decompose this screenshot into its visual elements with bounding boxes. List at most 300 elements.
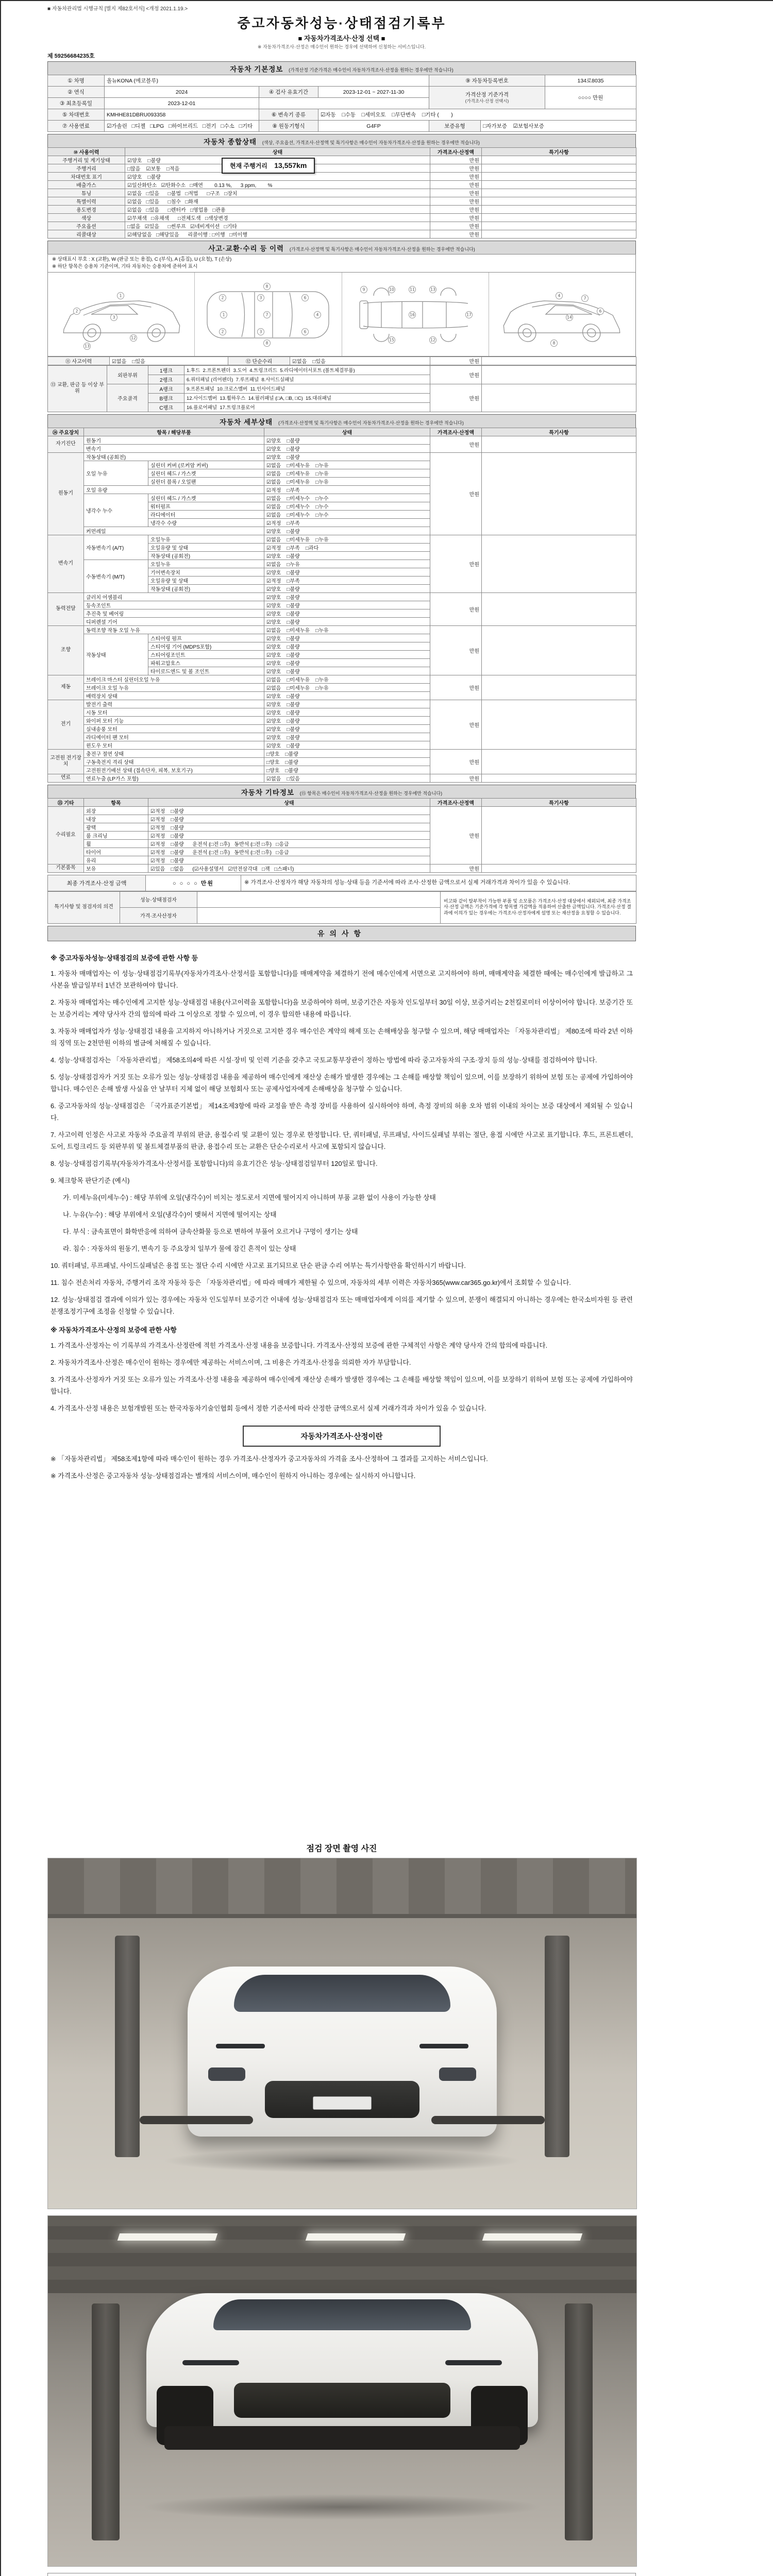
notice-item: 1. 자동차 매매업자는 이 성능·상태점검기록부(자동차가격조사·산정서를 포함합니다)를 매매계약을 체결하기 전에 매수인에게 서면으로 고지하여야 하며, 매매계약을 체결한 때에는 매수인에게 발급하고 그 사본을 발급일부터 1년간 보관하여야 합니다. bbox=[51, 969, 633, 989]
cell-item: 오일 누유 bbox=[84, 461, 148, 485]
signature-table bbox=[47, 2573, 636, 2576]
cell-item: 오일 유량 bbox=[84, 485, 264, 494]
cell-status: ☑없음 □미세누수 □누수 bbox=[264, 510, 430, 518]
col-price: 가격조사·산정액 bbox=[430, 428, 482, 436]
group-steering: 조향 bbox=[48, 625, 84, 675]
rank-parts: 1.후드 2.프론트펜더 3.도어 4.트렁크리드 5.라디에이터서포트 (볼트체결부품) bbox=[184, 365, 430, 375]
inspection-photo-2 bbox=[47, 2215, 637, 2567]
basic-info-table bbox=[47, 75, 636, 132]
exchange-rank-table bbox=[47, 365, 636, 412]
detail-section-header bbox=[47, 414, 636, 428]
cell-note bbox=[482, 700, 636, 749]
svg-text:3: 3 bbox=[259, 329, 262, 334]
cell-item: 작동상태 bbox=[84, 634, 148, 675]
legend-line-2: ※ 하단 항목은 승용차 기준이며, 기타 자동차는 승용차에 준하여 표시 bbox=[52, 263, 198, 269]
accident-history-section bbox=[47, 241, 636, 412]
notice-subitem: 다. 부식 : 금속표면이 화학반응에 의하여 금속산화물 등으로 변하여 부풀어 오르거나 구멍이 생기는 상태 bbox=[63, 1228, 358, 1236]
cell-status: ☑없음 □누유 bbox=[264, 560, 430, 568]
cell-status: ☑양호 □불량 bbox=[264, 568, 430, 576]
base-price-label-text: 가격산정 기준가격 bbox=[465, 91, 509, 98]
rank-label: 2랭크 bbox=[148, 375, 184, 384]
col-item: 항목 / 해당부품 bbox=[84, 428, 264, 436]
table-row bbox=[48, 806, 636, 815]
car-headlight-left bbox=[208, 2067, 245, 2081]
final-amount-label: 최종 가격조사·산정 금액 bbox=[48, 875, 146, 891]
car-body bbox=[188, 1967, 497, 2137]
reg-no-value: 134로8035 bbox=[545, 75, 636, 87]
accident-history-table bbox=[47, 357, 636, 365]
cell-part: 파워고압호스 bbox=[148, 658, 264, 667]
title-block bbox=[47, 13, 636, 50]
notice-subitem: 나. 누유(누수) : 해당 부위에서 오일(냉각수)이 맺혀서 지면에 떨어지는 상태 bbox=[63, 1211, 277, 1219]
cell-status: ☑없음 □미세누유 □누유 bbox=[264, 461, 430, 469]
cell-part: 타이로드엔드 및 볼 조인트 bbox=[148, 667, 264, 675]
notices-b-title: ※ 자동차가격조사·산정의 보증에 관한 사항 bbox=[51, 1326, 177, 1334]
svg-text:13: 13 bbox=[430, 287, 435, 292]
group-powertrain: 동력전달 bbox=[48, 592, 84, 625]
notice-subitem: 라. 침수 : 자동차의 원동기, 변속기 등 주요장치 일부가 물에 잠긴 흔적이 있는 상태 bbox=[63, 1245, 296, 1253]
table-row bbox=[48, 156, 636, 164]
cell-item: 배력장치 상태 bbox=[84, 691, 264, 700]
cell-status: ☑양호 □불량 bbox=[264, 634, 430, 642]
opinion-text: 비고와 같이 탈부착이 가능한 부품 및 소모품은 가격조사·산정 대상에서 제외되며, 최종 가격조사·산정 금액은 기준가격에 각 항목별 가감액을 적용하여 산출한 금액입니다. 가격조사·산정 결과에 이의가 있는 경우에는 가격조사·산정자에게 설명 또는 재산정을 요청할 수 있습니다. bbox=[441, 891, 636, 923]
photo-ceiling bbox=[48, 2216, 636, 2293]
cell-status: □양호 □불량 bbox=[264, 766, 430, 774]
accident-section-header bbox=[47, 241, 636, 254]
cell-note bbox=[482, 197, 636, 206]
notice-item: 1. 가격조사·산정자는 이 기록부의 가격조사·산정란에 적힌 가격조사·산정 내용을 보증합니다. 가격조사·산정의 보증에 관한 구체적인 사항은 계약 당사자 간의 합의에 따릅니다. bbox=[51, 1342, 548, 1350]
opinion-label: 특기사항 및 점검자의 의견 bbox=[48, 891, 120, 923]
cell-status: ☑없음 □미세누수 □누수 bbox=[264, 494, 430, 502]
svg-text:8: 8 bbox=[265, 341, 268, 346]
appraiser-label: 가격·조사산정자 bbox=[120, 907, 197, 923]
inspector-opinion-table bbox=[47, 891, 636, 924]
car-name-value: 올뉴KONA (에코블루) bbox=[105, 75, 429, 87]
cell-status: ☑적정 □불량 bbox=[148, 831, 430, 839]
table-header-row bbox=[48, 148, 636, 156]
cell-status: ☑양호 □불량 bbox=[125, 173, 430, 181]
group-high-voltage: 고전원 전기장치 bbox=[48, 749, 84, 774]
col-item: 항목 bbox=[84, 798, 148, 806]
cell-price: 만원 bbox=[430, 592, 482, 625]
warranty-value: □자가보증 ☑보험사보증 bbox=[481, 121, 636, 132]
cell-note bbox=[482, 222, 636, 230]
col-status: 상태 bbox=[125, 148, 430, 156]
svg-text:2: 2 bbox=[221, 295, 224, 300]
inspector-label: 성능·상태점검자 bbox=[120, 891, 197, 907]
year-label: ② 연식 bbox=[48, 87, 105, 98]
car-drl-right bbox=[445, 2360, 502, 2365]
svg-text:10: 10 bbox=[389, 287, 394, 292]
cell-price: 만원 bbox=[430, 214, 482, 222]
overall-condition-table bbox=[47, 147, 636, 239]
cell-status: ☑양호 □불량 bbox=[264, 584, 430, 592]
reg-no-label: ⑨ 자동차등록번호 bbox=[429, 75, 545, 87]
final-appraisal-section bbox=[47, 875, 636, 924]
col-status: 상태 bbox=[264, 428, 430, 436]
cell-status: □많음 ☑보통 □적음 bbox=[125, 164, 430, 173]
table-row bbox=[48, 189, 636, 197]
vin-value: KMHHE81DBRU093358 bbox=[105, 109, 259, 121]
accident-section-note: (가격조사·산정액 및 특기사항은 매수인이 자동차가격조사·산정을 원하는 경우에만 적습니다) bbox=[289, 247, 475, 252]
car-windshield bbox=[213, 2299, 471, 2330]
detail-section-note: (가격조사·산정액 및 특기사항은 매수인이 자동차가격조사·산정을 원하는 경우에만 적습니다) bbox=[278, 420, 464, 426]
car-diagram-front-left bbox=[48, 273, 195, 356]
svg-text:17: 17 bbox=[466, 312, 472, 317]
svg-text:6: 6 bbox=[304, 295, 307, 300]
etc-info-section bbox=[47, 785, 636, 873]
cell-status: ☑양호 □불량 bbox=[264, 444, 430, 452]
group-engine: 원동기 bbox=[48, 452, 84, 535]
detail-condition-table bbox=[47, 428, 636, 783]
appraisal-definition-box bbox=[243, 1426, 441, 1447]
cell-item: 윈도우 모터 bbox=[84, 741, 264, 749]
cell-note bbox=[482, 806, 636, 864]
cell-status: ☑적정 □부족 bbox=[264, 485, 430, 494]
rank-label: B랭크 bbox=[148, 393, 184, 402]
cell-item: 작동상태 (공회전) bbox=[84, 452, 264, 461]
notice-item: 8. 성능·상태점검기록부(자동차가격조사·산정서를 포함합니다)의 유효기간은 성능·상태점검일부터 120일로 합니다. bbox=[51, 1159, 378, 1167]
photo-ceiling bbox=[48, 1858, 636, 1915]
cell-price: 만원 bbox=[430, 675, 482, 700]
car-license-plate bbox=[313, 2096, 372, 2110]
col-price: 가격조사·산정액 bbox=[430, 148, 482, 156]
svg-text:6: 6 bbox=[599, 309, 602, 314]
cell-status: ☑적정 □불량 bbox=[148, 815, 430, 823]
cell-item: 보유 bbox=[84, 864, 148, 872]
table-row bbox=[48, 675, 636, 683]
cell-price: 만원 bbox=[430, 384, 482, 412]
ceiling-light-2 bbox=[306, 2233, 406, 2241]
cell-part: 스티어링 펌프 bbox=[148, 634, 264, 642]
cell-part: 실린더 커버 (로커암 커버) bbox=[148, 461, 264, 469]
car-diagram-underbody bbox=[342, 273, 489, 356]
rank-label: A랭크 bbox=[148, 384, 184, 393]
rank-label: 1랭크 bbox=[148, 365, 184, 375]
cell-label: 튜닝 bbox=[48, 189, 125, 197]
cell-status: ☑적정 □불량 bbox=[148, 856, 430, 864]
cell-item: 발전기 출력 bbox=[84, 700, 264, 708]
notices-header: 유의사항 bbox=[47, 926, 636, 941]
cell-price: 만원 bbox=[430, 230, 482, 239]
group-electrical: 전기 bbox=[48, 700, 84, 749]
cell-price: 만원 bbox=[430, 156, 482, 164]
svg-text:7: 7 bbox=[583, 296, 586, 301]
cell-part: 오일유량 및 상태 bbox=[148, 576, 264, 584]
cell-status: ☑없음 □미세누유 □누유 bbox=[264, 675, 430, 683]
current-mileage-value: 13,557km bbox=[274, 161, 307, 170]
cell-note bbox=[482, 535, 636, 592]
document-number: 제 59256684235호 bbox=[47, 53, 95, 59]
cell-item: 클러치 어셈블리 bbox=[84, 592, 264, 601]
inspection-value: 2023-12-01 ~ 2027-11-30 bbox=[318, 87, 429, 98]
cell-status: ☑없음 □미세누유 □누유 bbox=[264, 535, 430, 543]
cell-price: 만원 bbox=[430, 181, 482, 189]
table-header-row bbox=[48, 798, 636, 806]
lift-post-right bbox=[545, 1936, 569, 2157]
cell-item: 브레이크 오일 누유 bbox=[84, 683, 264, 691]
cell-price: 만원 bbox=[430, 357, 482, 365]
car-windshield bbox=[234, 1975, 450, 2012]
cell-status: ☑양호 □불량 bbox=[264, 708, 430, 716]
cell-item: 원동기 bbox=[84, 436, 264, 444]
svg-text:7: 7 bbox=[265, 312, 268, 317]
cell-status: ☑양호 □불량 bbox=[264, 609, 430, 617]
ceiling-light-3 bbox=[482, 2233, 583, 2241]
car-underbody bbox=[164, 2426, 520, 2450]
lift-arm-left bbox=[140, 2116, 253, 2124]
col-device: ⑮ 기타 bbox=[48, 798, 84, 806]
cell-item: 시동 모터 bbox=[84, 708, 264, 716]
col-use-history: ⑩ 사용이력 bbox=[48, 148, 125, 156]
group-repair-needed: 수리필요 bbox=[48, 806, 84, 864]
table-row bbox=[48, 206, 636, 214]
accident-history-label: ⑪ 사고이력 bbox=[48, 357, 110, 365]
cell-item: 동력조향 작동 오일 누유 bbox=[84, 625, 264, 634]
cell-price: 만원 bbox=[430, 864, 482, 872]
cell-status: ☑적정 □불량 bbox=[148, 806, 430, 815]
current-mileage-callout bbox=[222, 158, 315, 174]
cell-status: ☑무채색 □유채색 □전체도색 □색상변경 bbox=[125, 214, 430, 222]
cell-item: 변속기 bbox=[84, 444, 264, 452]
cell-label: 주행거리 bbox=[48, 164, 125, 173]
cell-item: 추진축 및 베어링 bbox=[84, 609, 264, 617]
cell-note bbox=[482, 625, 636, 675]
cell-label: 리콜대상 bbox=[48, 230, 125, 239]
cell-status: ☑없음 □있음 □불법 □적법 □구조 □장치 bbox=[125, 189, 430, 197]
floor-shadow bbox=[141, 2494, 543, 2520]
overall-condition-section bbox=[47, 134, 636, 239]
cell-price: 만원 bbox=[430, 197, 482, 206]
table-row bbox=[48, 774, 636, 782]
inspector-opinion-value bbox=[197, 891, 441, 907]
basic-section-header bbox=[47, 61, 636, 75]
cell-status: ☑없음 □미세누수 □누수 bbox=[264, 502, 430, 510]
cell-status: ☑있음 □없음 (☑사용설명서 ☑안전삼각대 □잭 □스패너) bbox=[148, 864, 430, 872]
signature-label bbox=[48, 2573, 636, 2576]
cell-status: ☑없음 □미세누유 □누유 bbox=[264, 625, 430, 634]
cell-price: 만원 bbox=[430, 700, 482, 749]
car-drl-left bbox=[216, 2044, 265, 2048]
cell-status: ☑양호 □불량 bbox=[264, 691, 430, 700]
basic-section-note: (가격산정 기준가격은 매수인이 자동차가격조사·산정을 원하는 경우에만 적습니다) bbox=[289, 67, 453, 73]
cell-item: 커먼레일 bbox=[84, 527, 264, 535]
cell-status: ☑적정 □부족 bbox=[264, 518, 430, 527]
svg-text:3: 3 bbox=[112, 315, 115, 320]
notice-item: 11. 침수 전손처리 자동차, 주행거리 조작 자동차 등은 「자동차관리법」에 따라 매매가 제한될 수 있으며, 자동차의 세부 이력은 자동차365(www.car365.go.kr)에서 조회할 수 있습니다. bbox=[51, 1279, 571, 1287]
notice-item: 3. 가격조사·산정자가 거짓 또는 오류가 있는 가격조사·산정 내용을 제공하여 매수인에게 재산상 손해가 발생한 경우에는 그 손해를 배상할 책임이 있으며, 이를 보장하기 위하여 보험 또는 공제에 가입하여야 합니다. bbox=[51, 1376, 633, 1396]
cell-status: ☑양호 □불량 bbox=[264, 724, 430, 733]
cell-status: ☑없음 □있음 □침수 □화재 bbox=[125, 197, 430, 206]
cell-note bbox=[482, 214, 636, 222]
notice-item: 3. 자동차 매매업자가 성능·상태점검 내용을 고지하지 아니하거나 거짓으로 고지한 경우 매수인은 계약의 해제 또는 손해배상을 청구할 수 있으며, 해당 매매업자는 「자동차관리법」 제80조에 따라 2년 이하의 징역 또는 2천만원 이하의 벌금에 처해질 수 있습니다. bbox=[51, 1027, 633, 1047]
cell-status: ☑양호 □불량 bbox=[264, 650, 430, 658]
cell-note bbox=[482, 156, 636, 164]
cell-item: 와이퍼 모터 기능 bbox=[84, 716, 264, 724]
final-amount-value: ○ ○ ○ ○ 만원 bbox=[146, 875, 241, 891]
rank-parts: 9.프론트패널 10.크로스멤버 11.인사이드패널 bbox=[184, 384, 430, 393]
cell-status: ☑적정 □부족 bbox=[264, 576, 430, 584]
transmission-value: ☑자동 □수동 □세미오토 □무단변속 □기타 ( ) bbox=[318, 109, 636, 121]
cell-note bbox=[482, 164, 636, 173]
svg-text:11: 11 bbox=[409, 287, 415, 292]
col-note: 특기사항 bbox=[482, 148, 636, 156]
cell-item: 구동축전지 격리 상태 bbox=[84, 757, 264, 766]
fuel-label: ⑦ 사용연료 bbox=[48, 121, 105, 132]
notice-item: 5. 성능·상태점검자가 거짓 또는 오류가 있는 성능·상태점검 내용을 제공하여 매수인에게 재산상 손해가 발생한 경우에는 그 손해를 배상할 책임이 있으며, 이를 보장하기 위하여 보험 또는 공제에 가입하여야 합니다. 매수인은 손해 발생 사실을 안 날부터 지체 없이 해당 보험회사 또는 공제사업자에게 손해배상을 청구할 수 있습니다. bbox=[51, 1073, 633, 1093]
cell-item: 외장 bbox=[84, 806, 148, 815]
cell-status: ☑양호 □불량 bbox=[125, 156, 430, 164]
cell-item: 휠 bbox=[84, 839, 148, 848]
svg-text:12: 12 bbox=[430, 337, 435, 343]
cell-label: 주요옵션 bbox=[48, 222, 125, 230]
signature-section bbox=[47, 2573, 636, 2576]
cell-label: 색상 bbox=[48, 214, 125, 222]
svg-text:9: 9 bbox=[362, 287, 365, 292]
svg-text:12: 12 bbox=[131, 335, 136, 341]
overall-section-note: (색상, 주요옵션, 가격조사·산정액 및 특기사항은 매수인이 자동차가격조사·산정을 원하는 경우에만 적습니다) bbox=[262, 140, 480, 145]
table-row bbox=[48, 214, 636, 222]
cell-note bbox=[482, 357, 636, 365]
simple-repair-label: ⑫ 단순수리 bbox=[228, 357, 290, 365]
cell-label: 주행거리 및 계기상태 bbox=[48, 156, 125, 164]
group-brake: 제동 bbox=[48, 675, 84, 700]
etc-section-header bbox=[47, 785, 636, 798]
outer-panel-label: 외판부위 bbox=[107, 365, 148, 384]
cell-item: 수동변속기 (M/T) bbox=[84, 560, 148, 592]
cell-part: 라디에이터 bbox=[148, 510, 264, 518]
cell-part: 실린더 헤드 / 가스켓 bbox=[148, 469, 264, 477]
first-reg-value: 2023-12-01 bbox=[105, 98, 259, 109]
cell-label: 용도변경 bbox=[48, 206, 125, 214]
cell-status: ☑적정 □불량 운전석 (□전 □후) 동반석 (□전 □후) □응급 bbox=[148, 848, 430, 856]
cell-part: 기어변속장치 bbox=[148, 568, 264, 576]
table-row bbox=[48, 864, 636, 872]
cell-item: 실내송풍 모터 bbox=[84, 724, 264, 733]
cell-label: 차대번호 표기 bbox=[48, 173, 125, 181]
base-price-note: (가격조사·산정 선택시) bbox=[465, 98, 509, 104]
cell-item: 연료누출 (LP가스 포함) bbox=[84, 774, 264, 782]
cell-price: 만원 bbox=[430, 164, 482, 173]
cell-price: 만원 bbox=[430, 535, 482, 592]
cell-item: 광택 bbox=[84, 823, 148, 831]
detail-condition-section bbox=[47, 414, 636, 783]
svg-text:3: 3 bbox=[259, 295, 262, 300]
car-headlight-right bbox=[439, 2067, 476, 2081]
cell-part: 오일누유 bbox=[148, 535, 264, 543]
empty-cell bbox=[259, 98, 429, 109]
cell-status: ☑적정 □불량 bbox=[148, 823, 430, 831]
lift-post-left bbox=[115, 1936, 140, 2157]
cell-item: 내장 bbox=[84, 815, 148, 823]
cell-part: 오일유량 및 상태 bbox=[148, 543, 264, 551]
current-mileage-label: 현재 주행거리 bbox=[230, 162, 267, 170]
cell-status: ☑양호 □불량 bbox=[264, 551, 430, 560]
basic-section-title: 자동차 기본정보 bbox=[230, 65, 283, 73]
table-row bbox=[48, 436, 636, 444]
col-device: ⑭ 주요장치 bbox=[48, 428, 84, 436]
table-row bbox=[48, 109, 636, 121]
ceiling-light-1 bbox=[117, 2233, 218, 2241]
cell-part: 실린더 블록 / 오일팬 bbox=[148, 477, 264, 485]
cell-note bbox=[482, 592, 636, 625]
table-row bbox=[48, 181, 636, 189]
notice-box-line: ※ 「자동차관리법」 제58조제1항에 따라 매수인이 원하는 경우 가격조사·산정자가 중고자동차의 가격을 조사·산정하여 그 결과를 고지하는 서비스입니다. bbox=[51, 1455, 488, 1463]
etc-section-note: (⑮ 항목은 매수인이 자동차가격조사·산정을 원하는 경우에만 적습니다) bbox=[299, 790, 443, 796]
cell-item: 라디에이터 팬 모터 bbox=[84, 733, 264, 741]
table-row bbox=[48, 365, 636, 375]
lift-arm-right bbox=[431, 2116, 545, 2124]
cell-part: 스티어링 기어 (MDPS포함) bbox=[148, 642, 264, 650]
rank-parts: 16.플로어패널 17.트렁크플로어 bbox=[184, 402, 430, 412]
cell-part: 작동상태 (공회전) bbox=[148, 551, 264, 560]
cell-price: 만원 bbox=[430, 625, 482, 675]
cell-item: 고전원전기배선 상태 (접속단자, 피복, 보호기구) bbox=[84, 766, 264, 774]
notice-box-line: ※ 가격조사·산정은 중고자동차 성능·상태점검과는 별개의 서비스이며, 매수인이 원하지 아니하는 경우에는 실시하지 아니합니다. bbox=[51, 1472, 416, 1480]
cell-price: 만원 bbox=[430, 436, 482, 452]
simple-repair-value: ☑없음 □있음 bbox=[290, 357, 430, 365]
svg-text:1: 1 bbox=[222, 312, 225, 317]
transmission-label: ⑥ 변속기 종류 bbox=[259, 109, 318, 121]
cell-part: 오일누유 bbox=[148, 560, 264, 568]
legend-line-1: ※ 상태표시 부호 : X (교환), W (판금 또는 용접), C (부식), A (흠집), U (요철), T (손상) bbox=[52, 257, 232, 262]
col-price: 가격조사·산정액 bbox=[430, 798, 482, 806]
exchange-label: ⑬ 교환, 판금 등 이상 부위 bbox=[48, 365, 107, 412]
cell-part: 스티어링조인트 bbox=[148, 650, 264, 658]
accident-history-value: ☑없음 □있음 bbox=[110, 357, 228, 365]
cell-note bbox=[482, 365, 636, 384]
base-price-value: ○○○○ 만원 bbox=[545, 87, 636, 109]
notices-section bbox=[47, 926, 636, 1838]
appraiser-opinion-value bbox=[197, 907, 441, 923]
cell-status: ☑양호 □불량 bbox=[264, 658, 430, 667]
photos-section-title: 점검 장면 촬영 사진 bbox=[306, 1844, 377, 1853]
cell-item: 디퍼렌셜 기어 bbox=[84, 617, 264, 625]
cell-note bbox=[482, 749, 636, 774]
cell-status: ☑없음 □미세누유 □누유 bbox=[264, 469, 430, 477]
cell-status: ☑양호 □불량 bbox=[264, 642, 430, 650]
cell-price: 만원 bbox=[430, 189, 482, 197]
cell-note bbox=[482, 181, 636, 189]
detail-section-title: 자동차 세부상태 bbox=[220, 418, 273, 426]
notice-item: 2. 자동차가격조사·산정은 매수인이 원하는 경우에만 제공하는 서비스이며, 그 비용은 가격조사·산정을 의뢰한 자가 부담합니다. bbox=[51, 1359, 411, 1367]
table-row bbox=[48, 535, 636, 543]
year-value: 2024 bbox=[105, 87, 259, 98]
table-row bbox=[48, 452, 636, 461]
cell-price: 만원 bbox=[430, 806, 482, 864]
svg-text:8: 8 bbox=[552, 341, 556, 346]
table-row bbox=[48, 164, 636, 173]
notice-item: 2. 자동차 매매업자는 매수인에게 고지한 성능·상태점검 내용(사고이력을 포함합니다)을 보증하여야 하며, 보증기간은 자동차 인도일부터 30일 이상, 보증거리는 2천킬로미터 이상이어야 합니다. 보증기간 또는 보증거리는 계약 당사자 간의 합의에 따라 그 이상으로 정할 수 있으며, 이 경우 합의한 내용에 따릅니다. bbox=[51, 998, 633, 1018]
table-row bbox=[48, 173, 636, 181]
notices-a-title: ※ 중고자동차성능·상태점검의 보증에 관한 사항 등 bbox=[51, 954, 198, 962]
cell-label: 특별이력 bbox=[48, 197, 125, 206]
cell-status: ☑양호 □불량 bbox=[264, 527, 430, 535]
cell-price: 만원 bbox=[430, 222, 482, 230]
car-diagrams bbox=[47, 272, 636, 357]
cell-status: ☑없음 □미세누유 □누유 bbox=[264, 683, 430, 691]
cell-status: ☑양호 □불량 bbox=[264, 700, 430, 708]
car-name-label: ① 차명 bbox=[48, 75, 105, 87]
fuel-value: ☑가솔린 □디젤 □LPG □하이브리드 □전기 □수소 □기타 bbox=[105, 121, 259, 132]
overall-section-title: 자동차 종합상태 bbox=[204, 138, 257, 146]
col-note: 특기사항 bbox=[482, 428, 636, 436]
overall-section-header bbox=[47, 134, 636, 147]
vin-label: ⑤ 차대번호 bbox=[48, 109, 105, 121]
cell-price: 만원 bbox=[430, 749, 482, 774]
cell-item: 룸 크리닝 bbox=[84, 831, 148, 839]
table-row bbox=[48, 2573, 636, 2576]
